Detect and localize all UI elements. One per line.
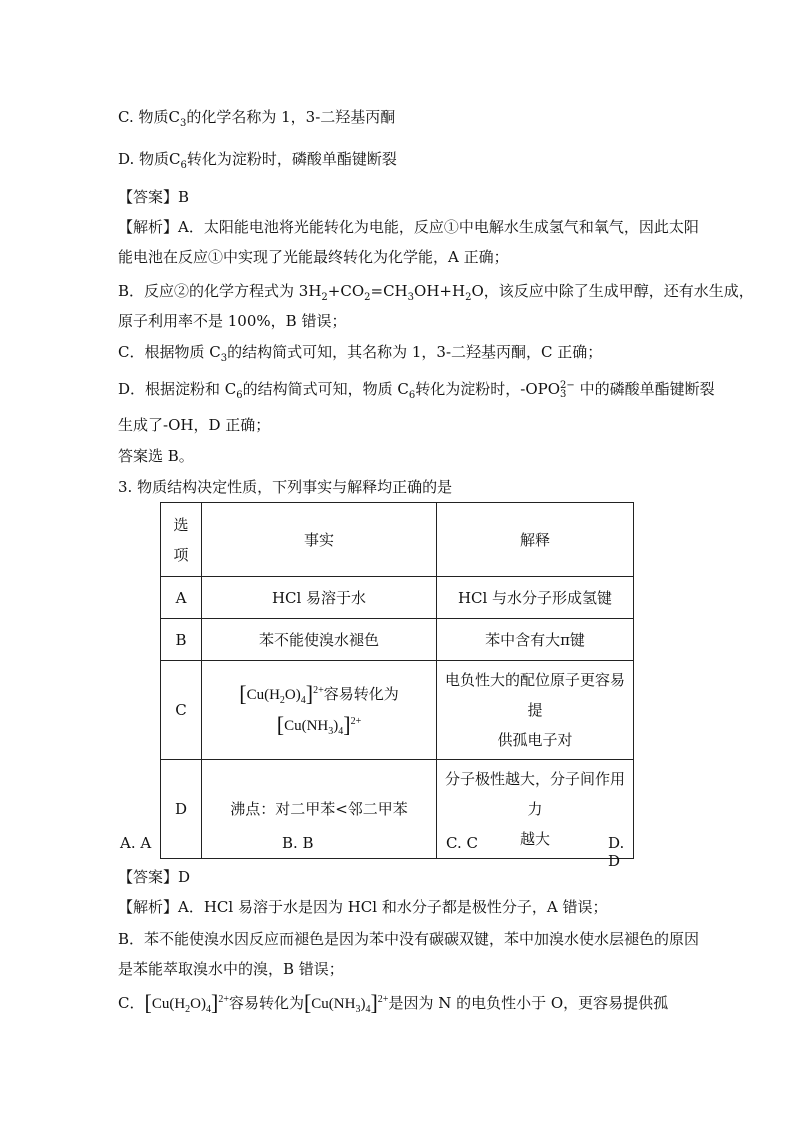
row-fact: $[Cu(H_2O)_4]^{2+}$容易转化为 $[Cu(NH_3)_4]^{2+}$ (202, 661, 437, 760)
analysis-2-c: C．$[Cu(H_2O)_4]^{2+}$容易转化为$[Cu(NH_3)_4]^{2+}$是因为 N 的电负性小于 O，更容易提供孤 (118, 990, 669, 1015)
choice-c: C. C (446, 834, 478, 852)
conclusion-1: 答案选 B。 (118, 447, 194, 465)
row-option: C (161, 661, 202, 760)
table-row (161, 661, 634, 760)
analysis-1-a: 【解析】A．太阳能电池将光能转化为电能，反应①中电解水生成氢气和氧气，因此太阳 (118, 218, 699, 236)
header-explanation: 解释 (437, 503, 634, 577)
header-option: 选 项 (161, 503, 202, 577)
analysis-2-b2: 是苯能萃取溴水中的溴，B 错误； (118, 960, 344, 978)
analysis-1-b2: 原子利用率不是 100%，B 错误； (118, 312, 347, 330)
option-c-line: C. 物质$C_3$的化学名称为 1，3-二羟基丙酮 (118, 108, 396, 129)
table-row (161, 577, 634, 619)
choice-a: A. A (120, 834, 152, 852)
analysis-2-b: B．苯不能使溴水因反应而褪色是因为苯中没有碳碳双键，苯中加溴水使水层褪色的原因 (118, 930, 700, 948)
choice-b: B. B (282, 834, 314, 852)
header-fact: 事实 (202, 503, 437, 577)
answer-2: 【答案】D (118, 868, 191, 886)
row-explanation: 苯中含有大π键 (437, 619, 634, 661)
row-fact: HCl 易溶于水 (202, 577, 437, 619)
row-fact: 沸点：对二甲苯<邻二甲苯 (202, 760, 437, 859)
row-fact: 苯不能使溴水褪色 (202, 619, 437, 661)
answer-1: 【答案】B (118, 188, 190, 206)
row-explanation: 电负性大的配位原子更容易提 供孤电子对 (437, 661, 634, 760)
analysis-2-a: 【解析】A．HCl 易溶于水是因为 HCl 和水分子都是极性分子，A 错误； (118, 898, 608, 916)
analysis-1-a2: 能电池在反应①中实现了光能最终转化为化学能，A 正确； (118, 248, 509, 266)
analysis-1-b: B．反应②的化学方程式为 $3H_2+CO_2=CH_3OH+H_2O$，该反应中除了生成甲醇，还有水生成， (118, 282, 754, 303)
row-option: A (161, 577, 202, 619)
table-row (161, 619, 634, 661)
row-explanation: 分子极性越大，分子间作用力 越大 (437, 760, 634, 859)
analysis-1-c: C．根据物质 $C_3$的结构简式可知，其名称为 1，3-二羟基丙酮，C 正确； (118, 343, 603, 364)
row-option: B (161, 619, 202, 661)
analysis-1-d: D．根据淀粉和 $C_6$的结构简式可知，物质 $C_6$转化为淀粉时，-OPO 2− 3 中的磷酸单酯键断裂 (118, 380, 715, 401)
choice-d: D. D (608, 834, 625, 870)
facts-table (160, 502, 634, 859)
answer-choices (120, 834, 640, 870)
option-d-line: D. 物质$C_6$转化为淀粉时，磷酸单酯键断裂 (118, 150, 397, 171)
question-3: 3. 物质结构决定性质，下列事实与解释均正确的是 (118, 478, 453, 496)
analysis-1-d2: 生成了-OH，D 正确； (118, 416, 271, 434)
row-option: D (161, 760, 202, 859)
row-explanation: HCl 与水分子形成氢键 (437, 577, 634, 619)
